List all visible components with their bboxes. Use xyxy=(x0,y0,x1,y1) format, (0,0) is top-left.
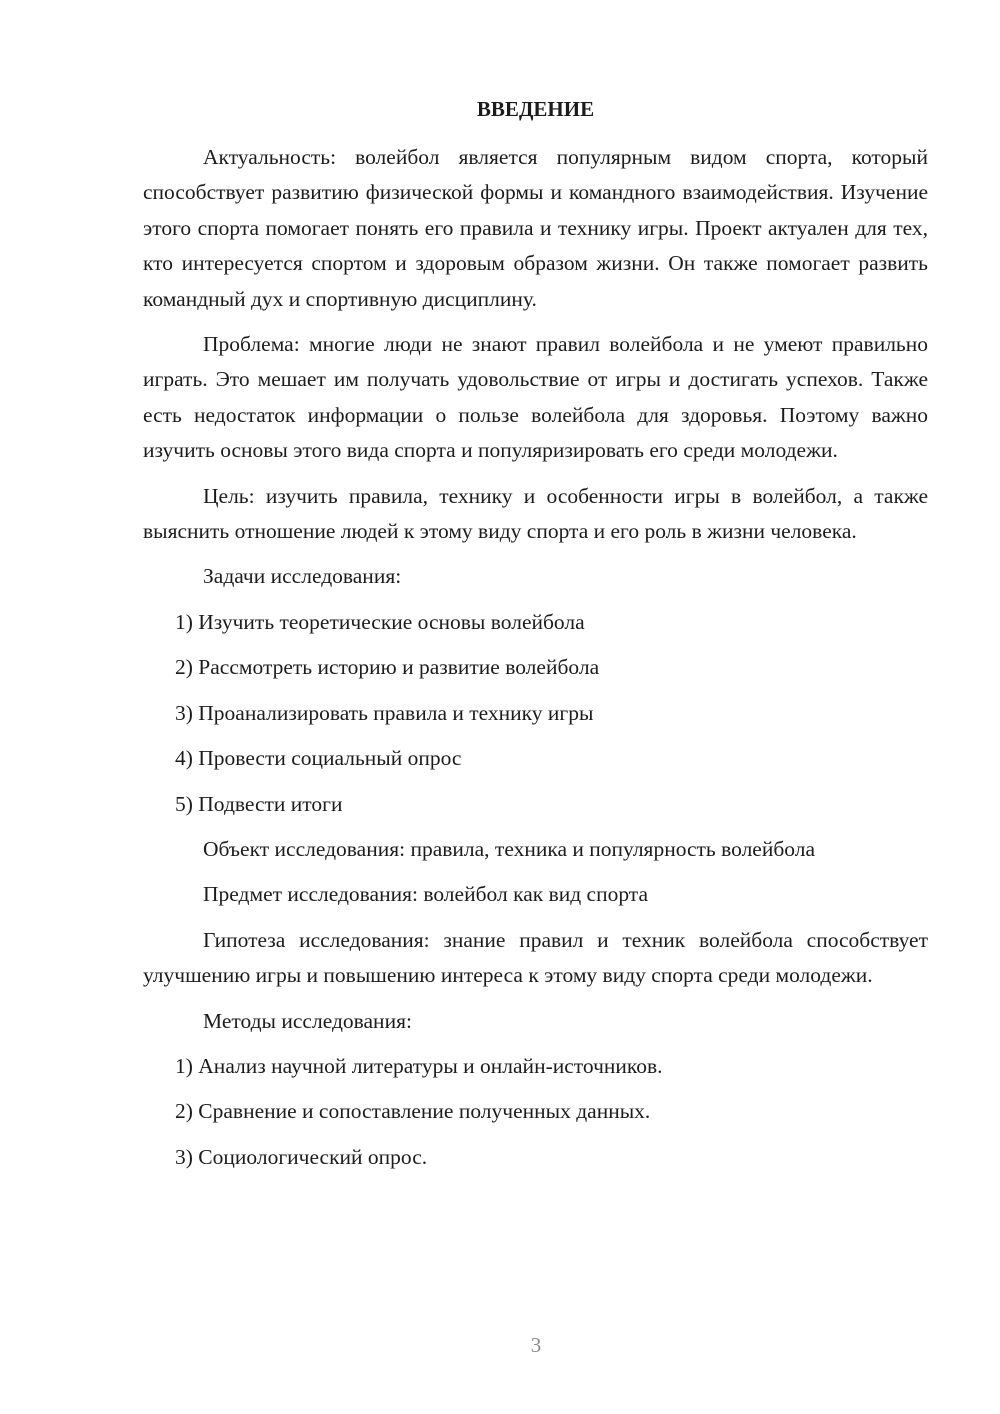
list-item: 5) Подвести итоги xyxy=(175,791,343,816)
goal-paragraph: Цель: изучить правила, технику и особенности игры в волейбол, а также выяснить отношение людей к этому виду спорта и его роль в жизни человека. xyxy=(143,483,928,544)
list-item: 2) Сравнение и сопоставление полученных данных. xyxy=(175,1099,651,1124)
methods-heading: Методы исследования: xyxy=(203,1008,412,1033)
list-item: 3) Проанализировать правила и технику игры xyxy=(175,700,594,725)
list-item: 1) Изучить теоретические основы волейбола xyxy=(175,609,585,634)
tasks-heading: Задачи исследования: xyxy=(203,564,402,589)
relevance-paragraph: Актуальность: волейбол является популярным видом спорта, который способствует развитию физической формы и командного взаимодействия. Изучение этого спорта помогает понять его правила и технику игры. Проект актуален для тех, кто интересуется спортом и здоровым образом жизни. Он также помогает развить командный дух и спортивную дисциплину. xyxy=(143,145,928,311)
document-body xyxy=(143,92,928,1185)
page-number: 3 xyxy=(530,1333,542,1357)
subject-line: Предмет исследования: волейбол как вид спорта xyxy=(203,882,649,907)
problem-paragraph: Проблема: многие люди не знают правил волейбола и не умеют правильно играть. Это мешает им получать удовольствие от игры и достигать успехов. Также есть недостаток информации о пользе волейбола для здоровья. Поэтому важно изучить основы этого вида спорта и популяризировать его среди молодежи. xyxy=(143,332,928,463)
list-item: 3) Социологический опрос. xyxy=(175,1144,428,1169)
list-item: 4) Провести социальный опрос xyxy=(175,746,462,771)
tasks-list xyxy=(143,605,928,822)
list-item: 2) Рассмотреть историю и развитие волейбола xyxy=(175,655,600,680)
methods-list xyxy=(143,1049,928,1175)
object-line: Объект исследования: правила, техника и популярность волейбола xyxy=(203,836,816,861)
list-item: 1) Анализ научной литературы и онлайн-источников. xyxy=(175,1053,663,1078)
section-title: ВВЕДЕНИЕ xyxy=(476,97,595,121)
hypothesis-paragraph: Гипотеза исследования: знание правил и техник волейбола способствует улучшению игры и повышению интереса к этому виду спорта среди молодежи. xyxy=(143,927,928,988)
